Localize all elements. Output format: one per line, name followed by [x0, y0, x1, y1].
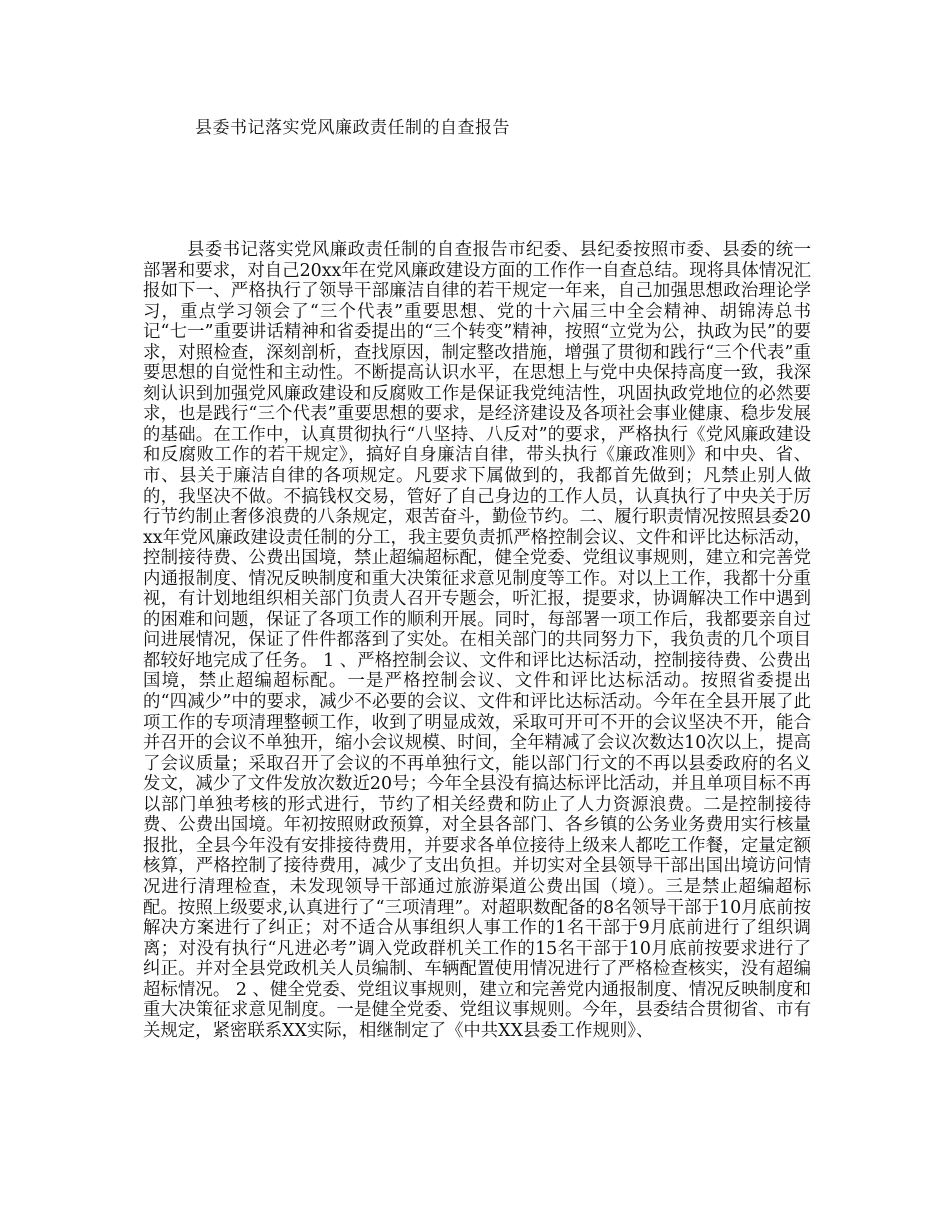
document-body-paragraph: 县委书记落实党风廉政责任制的自查报告市纪委、县纪委按照市委、县委的统一部署和要求，对自己20xx年在党风廉政建设方面的工作作一自查总结。现将具体情况汇报如下一、严格执行了领导干部廉洁自律的若干规定一年来，自己加强思想政治理论学习，重点学习领会了“三个代表”重要思想、党的十六届三中全会精神、胡锦涛总书记“七一”重要讲话精神和省委提出的“三个转变”精神，按照“立党为公，执政为民”的要求，对照检查，深刻剖析，查找原因，制定整改措施，增强了贯彻和践行“三个代表”重要思想的自觉性和主动性。不断提高认识水平，在思想上与党中央保持高度一致，我深刻认识到加强党风廉政建设和反腐败工作是保证我党纯洁性，巩固执政党地位的必然要求，也是践行“三个代表”重要思想的要求，是经济建设及各项社会事业健康、稳步发展的基础。在工作中，认真贯彻执行“八坚持、八反对”的要求，严格执行《党风廉政建设和反腐败工作的若干规定》，搞好自身廉洁自律，带头执行《廉政准则》和中央、省、市、县关于廉洁自律的各项规定。凡要求下属做到的，我都首先做到；凡禁止别人做的，我坚决不做。不搞钱权交易，管好了自己身边的工作人员，认真执行了中央关于厉行节约制止奢侈浪费的八条规定，艰苦奋斗，勤俭节约。二、履行职责情况按照县委20xx年党风廉政建设责任制的分工，我主要负责抓严格控制会议、文件和评比达标活动，控制接待费、公费出国境，禁止超编超标配，健全党委、党组议事规则，建立和完善党内通报制度、情况反映制度和重大决策征求意见制度等工作。对以上工作，我都十分重视，有计划地组织相关部门负责人召开专题会，听汇报，提要求，协调解决工作中遇到的困难和问题，保证了各项工作的顺利开展。同时，每部署一项工作后，我都要亲自过问进展情况，保证了件件都落到了实处。在相关部门的共同努力下，我负责的几个项目都较好地完成了任务。 1 、严格控制会议、文件和评比达标活动，控制接待费、公费出国境，禁止超编超标配。一是严格控制会议、文件和评比达标活动。按照省委提出的“四减少”中的要求，减少不必要的会议、文件和评比达标活动。今年在全县开展了此项工作的专项清理整顿工作，收到了明显成效，采取可开可不开的会议坚决不开，能合并召开的会议不单独开，缩小会议规模、时间，全年精减了会议次数达10次以上，提高了会议质量；采取召开了会议的不再单独行文，能以部门行文的不再以县委政府的名义发文，减少了文件发放次数近20号；今年全县没有搞达标评比活动，并且单项目标不再以部门单独考核的形式进行，节约了相关经费和防止了人力资源浪费。二是控制接待费、公费出国境。年初按照财政预算，对全县各部门、各乡镇的公务业务费用实行核量报批，全县今年没有安排接待费用，并要求各单位接待上级来人都吃工作餐，定量定额核算，严格控制了接待费用，减少了支出负担。并切实对全县领导干部出国出境访问情况进行清理检查，未发现领导干部通过旅游渠道公费出国（境）。三是禁止超编超标配。按照上级要求,认真进行了“三项清理”。对超职数配备的8名领导干部于10月底前按解决方案进行了纠正；对不适合从事组织人事工作的1名干部于9月底前进行了组织调离；对没有执行“凡进必考”调入党政群机关工作的15名干部于10月底前按要求进行了纠正。并对全县党政机关人员编制、车辆配置使用情况进行了严格检查核实，没有超编超标情况。 2 、健全党委、党组议事规则，建立和完善党内通报制度、情况反映制度和重大决策征求意见制度。一是健全党委、党组议事规则。今年，县委结合贯彻省、市有关规定，紧密联系XX实际，相继制定了《中共XX县委工作规则》、 [143, 240, 811, 1041]
document-title: 县委书记落实党风廉政责任制的自查报告 [195, 118, 510, 138]
